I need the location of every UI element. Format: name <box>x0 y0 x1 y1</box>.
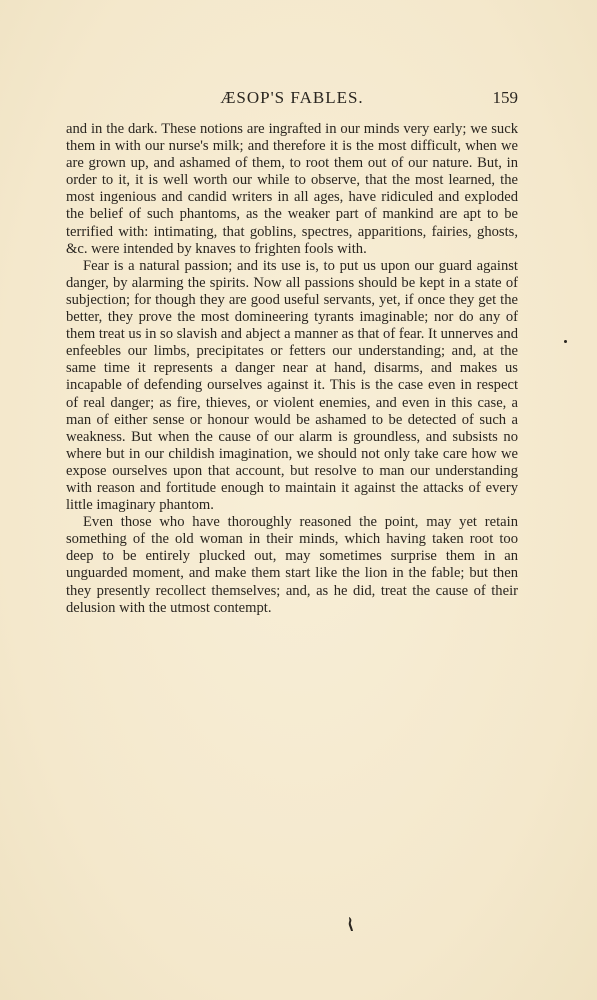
page-number: 159 <box>492 88 518 107</box>
paragraph-1: and in the dark. These notions are ingrafted in our minds very early; we suck them in with our nurse's milk; and therefore it is the most difficult, when we are grown up, and ashamed of them, to root them out of our nature. But, in order to it, it is well worth our while to observe, that the most learned, the most ingenious and candid writers in all ages, have ridiculed and exploded the belief of such phantoms, as the weaker part of mankind are apt to be terrified with: intimating, that goblins, spectres, apparitions, fairies, ghosts, &c. were intended by knaves to frighten fools with. <box>66 121 518 257</box>
running-title: ÆSOP'S FABLES. <box>220 88 364 107</box>
page-header <box>66 88 518 112</box>
paragraph-2: Fear is a natural passion; and its use is, to put us upon our guard against danger, by alarming the spirits. Now all passions should be kept in a state of subjection; for though they are good useful servants, yet, if once they get the better, they prove the most domineering tyrants imaginable; nor do any of them treat us in so slavish and abject a manner as that of fear. It unnerves and enfeebles our limbs, precipitates or fetters our understanding; and, at the same time it represents a danger near at hand, disarms, and makes us incapable of defending ourselves against it. This is the case even in respect of real danger; as fire, thieves, or violent enemies, and even in this case, a man of either sense or honour would be ashamed to be detected of such a weakness. But when the cause of our alarm is groundless, and subsists no where but in our childish imagination, we should not only take care how we expose ourselves upon that account, but resolve to man our understanding with reason and fortitude enough to maintain it against the attacks of every little imaginary phantom. <box>66 257 518 514</box>
body-text <box>66 121 518 617</box>
ink-speck <box>564 340 567 343</box>
paragraph-3: Even those who have thoroughly reasoned the point, may yet retain something of the old woman in their minds, which having taken root too deep to be entirely plucked out, may sometimes surprise them in an unguarded moment, and make them start like the lion in the fable; but then they presently recollect themselves; and, as he did, treat the cause of their delusion with the utmost contempt. <box>66 514 518 616</box>
printer-ornament-mark <box>348 916 354 932</box>
